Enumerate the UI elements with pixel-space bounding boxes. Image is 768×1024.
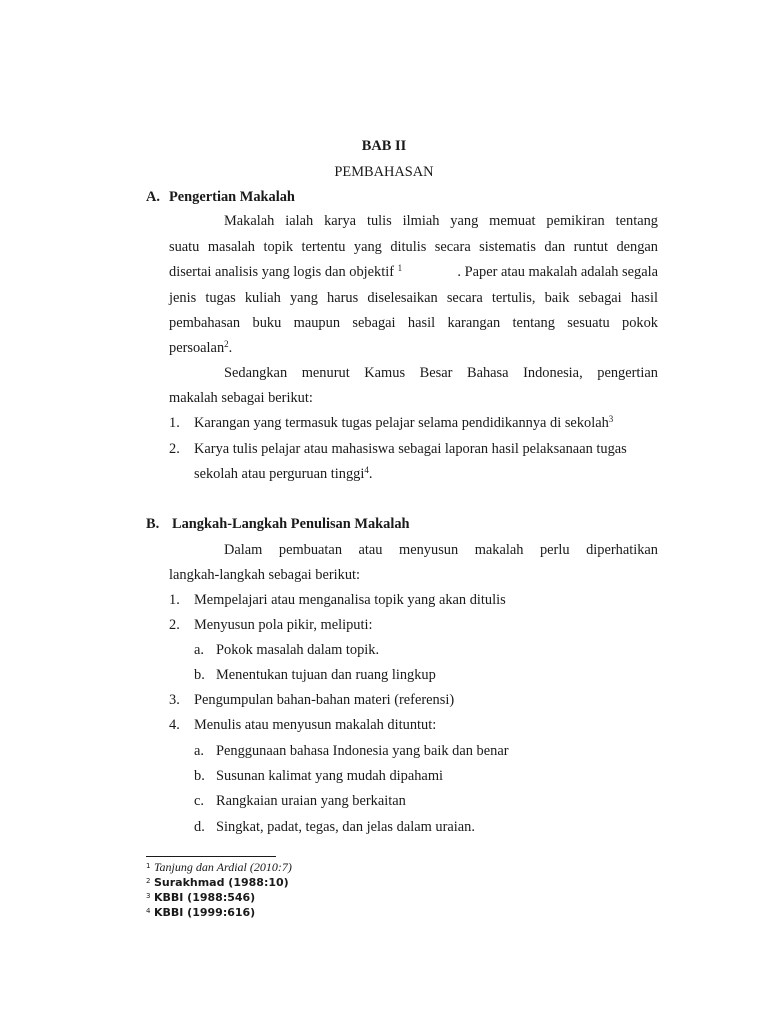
section-a-p1-line6: persoalan$^2$. <box>169 339 233 356</box>
footnote-ref-2[interactable]: 2 <box>224 339 229 349</box>
footnote-ref-3[interactable]: 3 <box>608 414 614 424</box>
chapter-label: BAB II <box>361 138 407 154</box>
footnote-ref-4[interactable]: 4 <box>364 465 369 475</box>
list-b-item-4a: Penggunaan bahasa Indonesia yang baik dan benar <box>216 743 509 759</box>
footnote-4: $^4$ KBBI (1999:616) <box>146 906 256 919</box>
list-b-item-3-num: 3. <box>169 692 180 708</box>
list-b-item-2a: Pokok masalah dalam topik. <box>216 642 380 658</box>
footnote-ref-1[interactable]: 1 <box>397 263 403 273</box>
list-b-item-1-num: 1. <box>169 592 180 608</box>
list-b-item-2a-num: a. <box>194 642 204 658</box>
list-b-item-2-num: 2. <box>169 617 180 633</box>
footnote-separator <box>146 856 276 857</box>
section-a-title: Pengertian Makalah <box>169 189 295 205</box>
list-b-item-2: Menyusun pola pikir, meliputi: <box>194 617 373 633</box>
footnote-2: $^2$ Surakhmad (1988:10) <box>146 876 289 889</box>
list-b-item-2b: Menentukan tujuan dan ruang lingkup <box>216 667 436 683</box>
section-b-p1-line1: Dalam pembuatan atau menyusun makalah perlu diperhatikan <box>224 542 658 558</box>
section-a-p1-line4: jenis tugas kuliah yang harus diselesaikan secara tertulis, baik sebagai hasil <box>169 290 658 306</box>
section-a-p1-line5: pembahasan buku maupun sebagai hasil karangan tentang sesuatu pokok <box>169 315 658 331</box>
list-a-item-2-num: 2. <box>169 441 180 457</box>
list-b-item-4a-num: a. <box>194 743 204 759</box>
section-a-p1-line3 <box>169 263 658 281</box>
section-b-p1-line2: langkah-langkah sebagai berikut: <box>169 567 361 583</box>
footnote-3: $^3$ KBBI (1988:546) <box>146 891 256 904</box>
section-a-p2-line1: Sedangkan menurut Kamus Besar Bahasa Indonesia, pengertian <box>224 365 658 381</box>
section-a-p1-line1: Makalah ialah karya tulis ilmiah yang memuat pemikiran tentang <box>224 213 658 229</box>
chapter-title: PEMBAHASAN <box>334 164 434 180</box>
list-b-item-4b-num: b. <box>194 768 205 784</box>
p1-line3-text-a: disertai analisis yang logis dan objektif $^1$ <box>169 263 403 280</box>
list-a-item-1-num: 1. <box>169 415 180 431</box>
list-b-item-4c: Rangkaian uraian yang berkaitan <box>216 793 406 809</box>
section-b-title: Langkah-Langkah Penulisan Makalah <box>172 516 410 532</box>
section-b-label: B. <box>146 516 160 532</box>
list-b-item-4c-num: c. <box>194 793 204 809</box>
list-b-item-4d: Singkat, padat, tegas, dan jelas dalam uraian. <box>216 819 475 835</box>
section-a-p2-line2: makalah sebagai berikut: <box>169 390 313 406</box>
list-b-item-4b: Susunan kalimat yang mudah dipahami <box>216 768 444 784</box>
list-a-item-2-cont: sekolah atau perguruan tinggi$^4$. <box>194 465 373 482</box>
list-a-item-2: Karya tulis pelajar atau mahasiswa sebagai laporan hasil pelaksanaan tugas <box>194 441 627 457</box>
list-b-item-2b-num: b. <box>194 667 205 683</box>
list-a-item-1: Karangan yang termasuk tugas pelajar selama pendidikannya di sekolah$^3$ <box>194 414 614 431</box>
footnote-1: $^1$ Tanjung dan Ardial (2010:7) <box>146 860 292 874</box>
list-b-item-1: Mempelajari atau menganalisa topik yang akan ditulis <box>194 592 506 608</box>
list-b-item-4-num: 4. <box>169 717 180 733</box>
section-a-p1-line2: suatu masalah topik tertentu yang ditulis secara sistematis dan runtut dengan <box>169 239 658 255</box>
list-b-item-4: Menulis atau menyusun makalah dituntut: <box>194 717 437 733</box>
list-b-item-3: Pengumpulan bahan-bahan materi (referensi) <box>194 692 455 708</box>
list-b-item-4d-num: d. <box>194 819 205 835</box>
p1-line3-text-b: . Paper atau makalah adalah segala <box>457 264 658 280</box>
section-a-label: A. <box>146 189 160 205</box>
